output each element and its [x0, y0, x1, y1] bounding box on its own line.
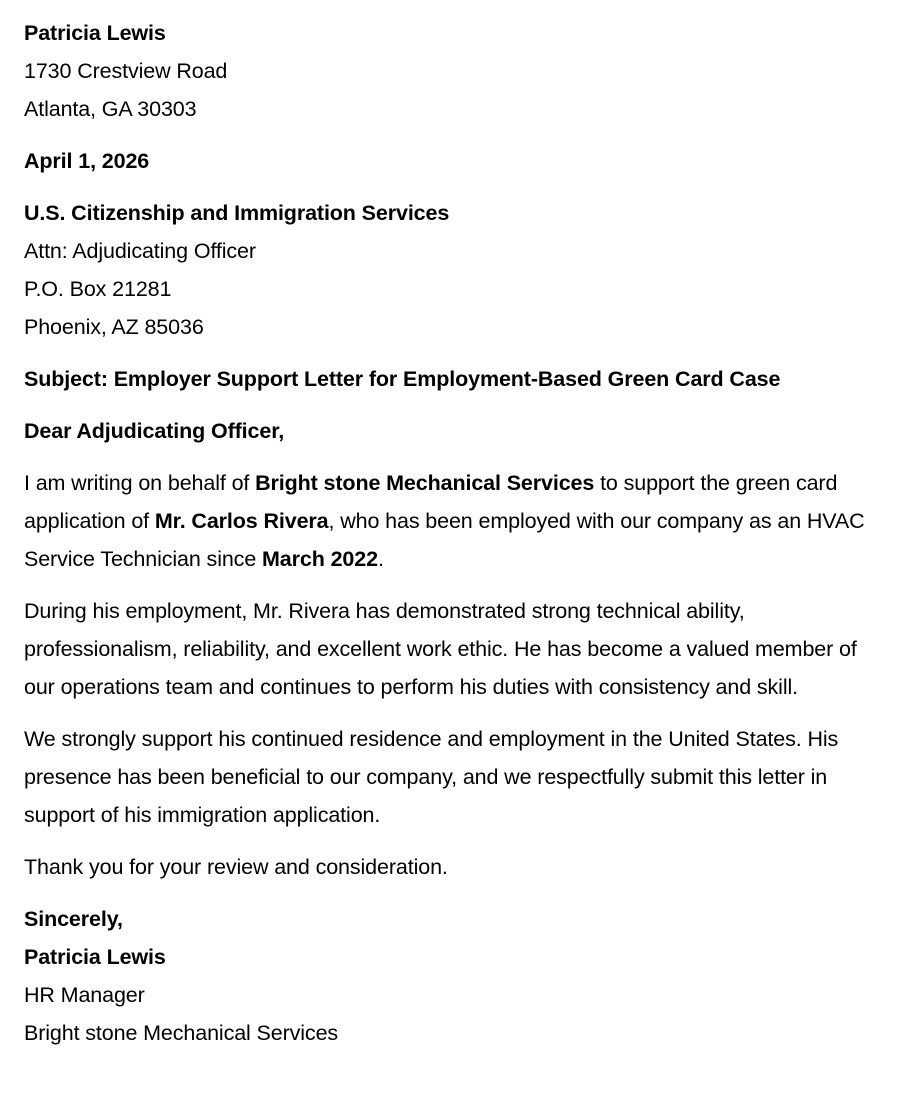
sender-address-block: [24, 14, 876, 128]
sender-street: 1730 Crestview Road: [24, 59, 228, 83]
signature-closing: Sincerely,: [24, 907, 123, 931]
paragraph-1-company: Bright stone Mechanical Services: [255, 471, 595, 495]
letter-date: April 1, 2026: [24, 149, 150, 173]
letter-date-block: [24, 142, 876, 180]
body-paragraph-3: We strongly support his continued residence and employment in the United States. His presence has been beneficial to our company, and we respectfully submit this letter in support of his immigration application.: [24, 727, 839, 827]
paragraph-1-text-1: I am writing on behalf of: [24, 471, 256, 495]
paragraph-1-text-3: , who has been employed with our company as an HVAC Service Technician since: [24, 509, 865, 571]
letter-body: [24, 14, 876, 1052]
salutation-block: [24, 412, 876, 450]
paragraph-1-text-2: to support the green card application of: [24, 471, 838, 533]
signature-block: [24, 900, 876, 1052]
signature-title: HR Manager: [24, 983, 145, 1007]
recipient-organization: U.S. Citizenship and Immigration Services: [24, 201, 450, 225]
paragraph-1-start-date: March 2022: [262, 547, 378, 571]
recipient-attention: Attn: Adjudicating Officer: [24, 239, 256, 263]
salutation: Dear Adjudicating Officer,: [24, 419, 285, 443]
signature-name: Patricia Lewis: [24, 945, 166, 969]
subject-line: Subject: Employer Support Letter for Employment-Based Green Card Case: [24, 367, 781, 391]
subject-block: [24, 360, 876, 398]
recipient-city-state-zip: Phoenix, AZ 85036: [24, 315, 204, 339]
sender-name: Patricia Lewis: [24, 21, 166, 45]
body-paragraph-1: [24, 464, 876, 578]
sender-city-state-zip: Atlanta, GA 30303: [24, 97, 197, 121]
signature-company: Bright stone Mechanical Services: [24, 1021, 339, 1045]
body-paragraph-2: During his employment, Mr. Rivera has demonstrated strong technical ability, professionalism, reliability, and excellent work ethic. He has become a valued member of our operations team and continues to perform his duties with consistency and skill.: [24, 599, 857, 699]
recipient-address-block: [24, 194, 876, 346]
recipient-po-box: P.O. Box 21281: [24, 277, 172, 301]
body-paragraph-4: Thank you for your review and consideration.: [24, 855, 448, 879]
paragraph-1-text-4: .: [377, 547, 384, 571]
paragraph-1-employee-name: Mr. Carlos Rivera: [154, 509, 329, 533]
